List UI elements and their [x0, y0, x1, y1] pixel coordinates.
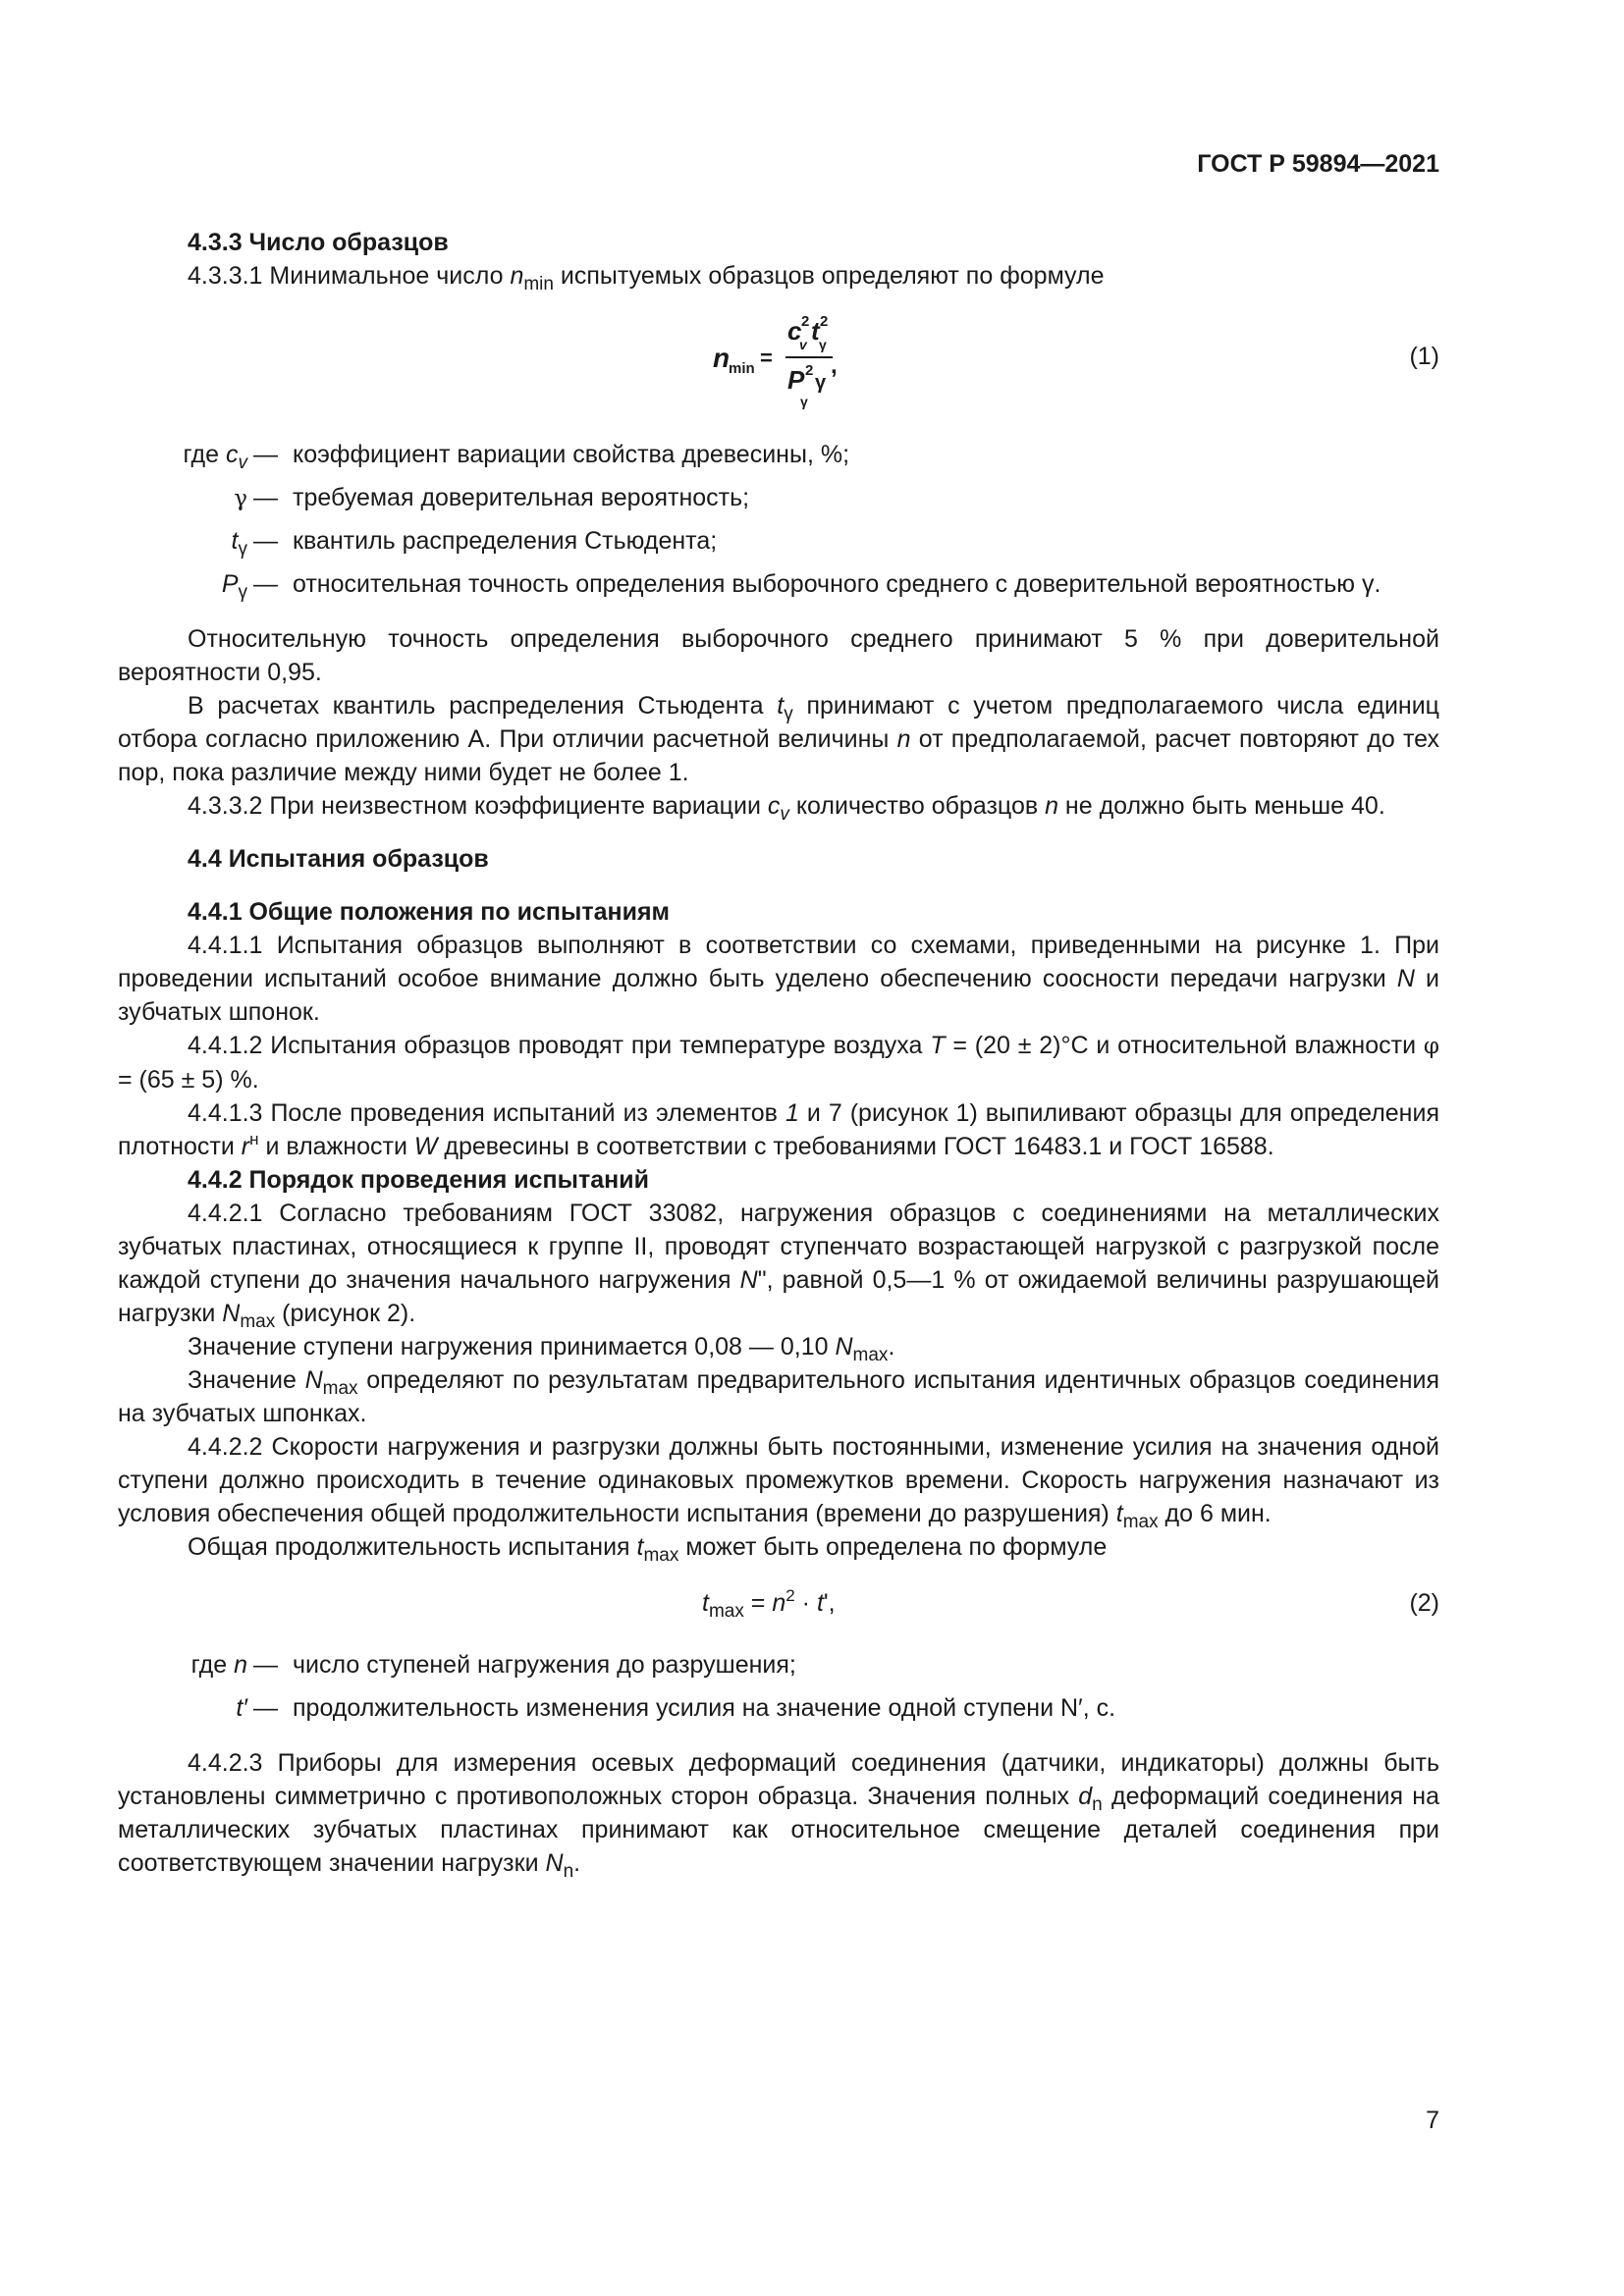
svg-text:min: min [729, 360, 755, 377]
legend-row: t′ — продолжительность изменения усилия на значение одной ступени N′, с. [118, 1691, 1439, 1735]
legend-row: где $c_v$ — коэффициент вариации свойства древесины, %; [118, 438, 1439, 481]
svg-text:2: 2 [801, 313, 810, 330]
svg-text:,: , [831, 352, 838, 379]
paragraph-4-4-1-3: 4.4.1.3 После проведения испытаний из элементов 1 и 7 (рисунок 1) выпиливают образцы для определения плотности $r^н$ и влажности W древесины в соответствии с требованиями ГОСТ 16483.1 и ГОСТ 16588. [118, 1099, 1439, 1160]
legend-row: где n — число ступеней нагружения до разрушения; [118, 1648, 1439, 1691]
standard-code-header: ГОСТ Р 59894—2021 [1197, 150, 1439, 178]
legend-description: число ступеней нагружения до разрушения; [293, 1651, 796, 1679]
paragraph-accuracy: Относительную точность определения выборочного среднего принимают 5 % при доверительной вероятности 0,95. [118, 625, 1439, 686]
formula-1-number: (1) [1409, 343, 1439, 370]
section-heading-4-4-1: 4.4.1 Общие положения по испытаниям [188, 898, 671, 926]
legend-row: $t_\gamma$ — квантиль распределения Стьюдента; [118, 524, 1439, 567]
paragraph-load-step: Значение ступени нагружения принимается 0,08 — 0,10 $N_{max}$. [188, 1333, 895, 1365]
formula-2-legend [118, 1648, 1439, 1735]
paragraph-4-4-1-1: 4.4.1.1 Испытания образцов выполняют в соответствии со схемами, приведенными на рисунке 1. При проведении испытаний особое внимание должно быть уделено обеспечению соосности передачи нагрузки N и зубчатых шпонок. [118, 932, 1439, 1026]
paragraph-student-quantile: В расчетах квантиль распределения Стьюдента $t_\gamma$ принимают с учетом предполагаемого числа единиц отбора согласно приложению А. При отличии расчетной величины n от предполагаемой, расчет повторяют до тех пор, пока различие между ними будет не более 1. [118, 692, 1439, 786]
legend-row: γ — требуемая доверительная вероятность; [118, 481, 1439, 524]
legend-description: требуемая доверительная вероятность; [293, 484, 750, 511]
legend-row: $P_\gamma$ — относительная точность определения выборочного среднего с доверительной вероятностью γ. [118, 567, 1439, 611]
paragraph-4-3-3-1: 4.3.3.1 Минимальное число $n_{min}$ испытуемых образцов определяют по формуле [188, 262, 1105, 294]
svg-text:=: = [760, 346, 773, 370]
section-heading-4-3-3: 4.3.3 Число образцов [188, 229, 449, 256]
section-heading-4-4-2: 4.4.2 Порядок проведения испытаний [188, 1166, 649, 1194]
formula-2-line [118, 1575, 1439, 1630]
formula-2-number: (2) [1409, 1589, 1439, 1617]
legend-description: коэффициент вариации свойства древесины, %; [293, 441, 850, 468]
svg-text:c: c [787, 316, 802, 346]
formula-1-legend [118, 438, 1439, 611]
section-heading-4-4: 4.4 Испытания образцов [188, 845, 489, 873]
legend-description: относительная точность определения выборочного среднего с доверительной вероятностью γ. [293, 570, 1381, 598]
formula-1 [711, 302, 848, 410]
svg-text:2: 2 [820, 313, 829, 330]
paragraph-nmax: Значение $N_{max}$ определяют по результатам предварительного испытания идентичных образцов соединения на зубчатых шпонках. [118, 1366, 1439, 1427]
svg-text:γ: γ [800, 394, 808, 409]
paragraph-4-3-3-2: 4.3.3.2 При неизвестном коэффициенте вариации $c_v$ количество образцов n не должно быть меньше 40. [188, 792, 1385, 825]
formula-2: $t_{max} = n^2 \cdot t'$, [702, 1586, 836, 1622]
svg-text:γ: γ [815, 372, 827, 394]
svg-text:t: t [811, 316, 820, 346]
paragraph-total-duration: Общая продолжительность испытания $t_{max}$ может быть определена по формуле [188, 1533, 1108, 1566]
legend-description: продолжительность изменения усилия на значение одной ступени N′, с. [293, 1694, 1116, 1722]
svg-text:P: P [787, 365, 805, 395]
svg-text:γ: γ [819, 337, 827, 352]
paragraph-4-4-2-1: 4.4.2.1 Согласно требованиям ГОСТ 33082, нагружения образцов с соединениями на металлических зубчатых пластинах, относящиеся к группе II, проводят ступенчато возрастающей нагрузкой с разгрузкой после каждой ступени до значения начального нагружения N", равной 0,5—1 % от ожидаемой величины разрушающей нагрузки $N_{max}$ (рисунок 2). [118, 1200, 1440, 1332]
svg-text:v: v [799, 337, 807, 352]
legend-description: квантиль распределения Стьюдента; [293, 527, 718, 555]
document-body [118, 226, 1439, 1880]
paragraph-4-4-1-2: 4.4.1.2 Испытания образцов проводят при температуре воздуха T = (20 ± 2)°C и относительной влажности φ = (65 ± 5) %. [118, 1032, 1439, 1094]
svg-text:2: 2 [805, 362, 814, 379]
svg-text:n: n [713, 343, 731, 373]
paragraph-4-4-2-2: 4.4.2.2 Скорости нагружения и разгрузки должны быть постоянными, изменение усилия на значения одной ступени должно происходить в течение одинаковых промежутков времени. Скорость нагружения назначают из условия обеспечения общей продолжительности испытания (времени до разрушения) $t_{max}$ до 6 мин. [118, 1433, 1439, 1532]
paragraph-4-4-2-3: 4.4.2.3 Приборы для измерения осевых деформаций соединения (датчики, индикаторы) должны быть установлены симметрично с противоположных сторон образца. Значения полных $d_n$ деформаций соединения на металлических зубчатых пластинах принимают как относительное смещение деталей соединения при соответствующем значении нагрузки $N_n$. [118, 1749, 1440, 1882]
formula-1-line [118, 293, 1439, 420]
page-number: 7 [1426, 2107, 1439, 2134]
